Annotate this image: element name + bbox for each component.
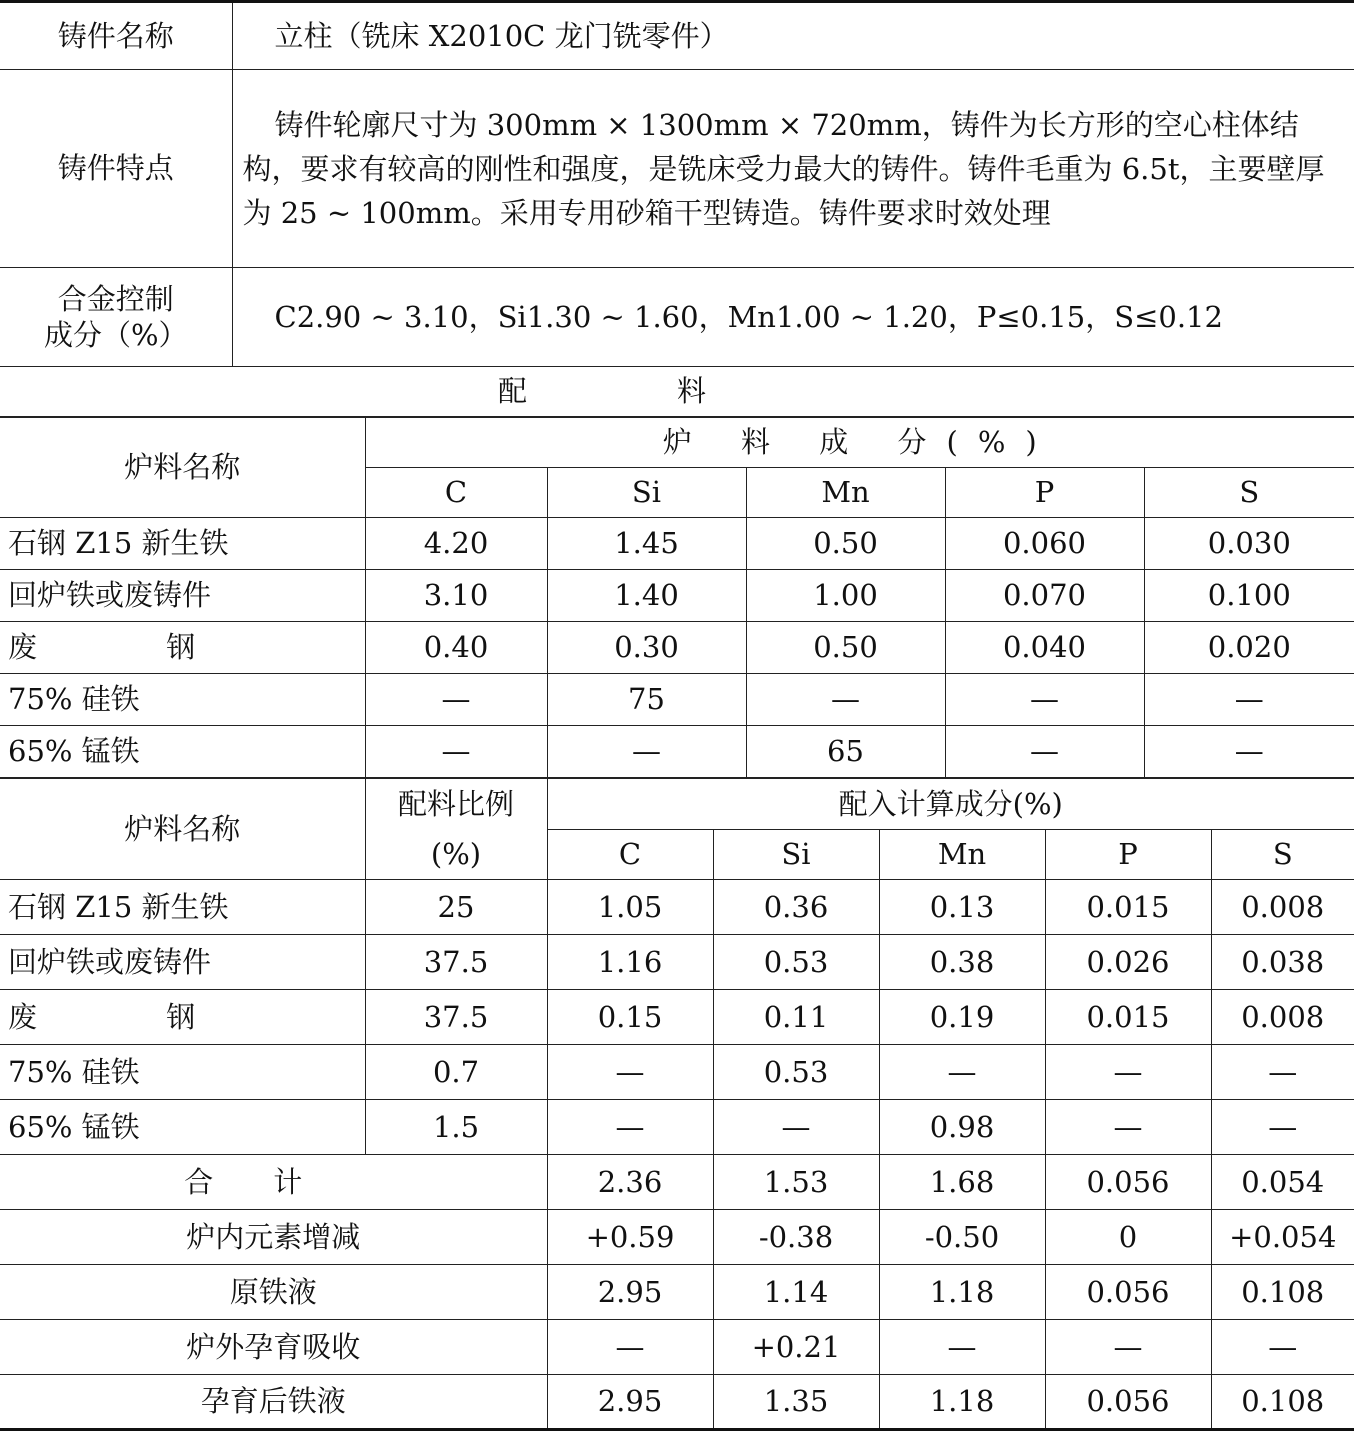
section-title	[0, 367, 1354, 417]
table-row	[0, 570, 1354, 622]
material-name-text: 废 钢	[8, 630, 256, 665]
column-header: C	[365, 468, 547, 518]
summary-row	[0, 1265, 1354, 1320]
table-cell: 0.038	[1211, 935, 1354, 990]
table-cell: 0.98	[879, 1100, 1045, 1155]
table-cell: 0.38	[879, 935, 1045, 990]
casting-features-value	[232, 70, 1354, 268]
material-name-text: 废 钢	[8, 999, 256, 1034]
table-cell: 0.108	[1211, 1265, 1354, 1320]
section-title-text: 配料	[497, 374, 856, 409]
column-header: P	[1045, 829, 1211, 880]
table-row	[0, 622, 1354, 674]
column-header: P	[945, 468, 1144, 518]
casting-name-label: 铸件名称	[0, 2, 232, 70]
table-cell: —	[746, 674, 945, 726]
ratio-cell: 1.5	[365, 1100, 547, 1155]
summary-label: 原铁液	[0, 1265, 547, 1320]
table-cell: 0.50	[746, 622, 945, 674]
table-cell: 4.20	[365, 518, 547, 570]
material-name: 65% 锰铁	[0, 726, 365, 778]
section-title-row	[0, 367, 1354, 417]
table-cell: —	[1144, 726, 1354, 778]
table-cell: +0.59	[547, 1210, 713, 1265]
header-row	[0, 418, 1354, 468]
material-name	[0, 990, 365, 1045]
alloy-composition-label	[0, 268, 232, 367]
table-cell: 75	[547, 674, 746, 726]
summary-label	[0, 1155, 547, 1210]
table-cell: —	[945, 726, 1144, 778]
table-row	[0, 1045, 1354, 1100]
table-cell: -0.38	[713, 1210, 879, 1265]
table-cell: —	[547, 726, 746, 778]
table-cell: 1.16	[547, 935, 713, 990]
table-cell: 0.056	[1045, 1265, 1211, 1320]
table-cell: 0.36	[713, 880, 879, 935]
table-cell: 0.008	[1211, 880, 1354, 935]
table-cell: —	[713, 1100, 879, 1155]
table-cell: —	[945, 674, 1144, 726]
table-cell: 0.030	[1144, 518, 1354, 570]
calculated-group-header: 配入计算成分(%)	[547, 779, 1354, 830]
ratio-cell: 37.5	[365, 990, 547, 1045]
table-cell: 1.18	[879, 1375, 1045, 1430]
table-cell: 65	[746, 726, 945, 778]
table-cell: 0	[1045, 1210, 1211, 1265]
table-cell: 0.19	[879, 990, 1045, 1045]
ratio-header-line2: (%)	[430, 837, 482, 871]
table-cell: —	[1045, 1100, 1211, 1155]
table-cell: 0.056	[1045, 1155, 1211, 1210]
ratio-header	[365, 779, 547, 880]
table-cell: 3.10	[365, 570, 547, 622]
material-name: 65% 锰铁	[0, 1100, 365, 1155]
column-header: Si	[547, 468, 746, 518]
table-cell: 0.020	[1144, 622, 1354, 674]
material-name	[0, 622, 365, 674]
table-cell: 1.05	[547, 880, 713, 935]
material-name: 回炉铁或废铸件	[0, 935, 365, 990]
casting-features-label: 铸件特点	[0, 70, 232, 268]
table-cell: 1.53	[713, 1155, 879, 1210]
info-row	[0, 70, 1354, 268]
table-cell: 2.95	[547, 1375, 713, 1430]
table-cell: 0.40	[365, 622, 547, 674]
table-cell: 2.95	[547, 1265, 713, 1320]
casting-info-table	[0, 0, 1354, 417]
table-cell: 2.36	[547, 1155, 713, 1210]
material-name: 回炉铁或废铸件	[0, 570, 365, 622]
summary-row	[0, 1375, 1354, 1430]
table-cell: —	[1211, 1100, 1354, 1155]
summary-label: 炉内元素增减	[0, 1210, 547, 1265]
table-row	[0, 674, 1354, 726]
table-cell: +0.054	[1211, 1210, 1354, 1265]
charge-composition-table	[0, 417, 1354, 778]
summary-label: 炉外孕育吸收	[0, 1320, 547, 1375]
material-name: 石钢 Z15 新生铁	[0, 518, 365, 570]
column-header: C	[547, 829, 713, 880]
table-cell: 1.45	[547, 518, 746, 570]
summary-row	[0, 1320, 1354, 1375]
table-row	[0, 726, 1354, 778]
table-row	[0, 990, 1354, 1045]
table-cell: 0.040	[945, 622, 1144, 674]
info-row	[0, 268, 1354, 367]
table-cell: 0.50	[746, 518, 945, 570]
table-row	[0, 518, 1354, 570]
ratio-cell: 0.7	[365, 1045, 547, 1100]
info-row	[0, 2, 1354, 70]
material-name: 75% 硅铁	[0, 674, 365, 726]
ratio-header-line1: 配料比例	[397, 787, 514, 821]
column-header: Si	[713, 829, 879, 880]
summary-label: 孕育后铁液	[0, 1375, 547, 1430]
table-cell: —	[1045, 1045, 1211, 1100]
table-cell: 0.108	[1211, 1375, 1354, 1430]
table-cell: —	[1045, 1320, 1211, 1375]
table-cell: 1.35	[713, 1375, 879, 1430]
table-cell: 0.15	[547, 990, 713, 1045]
table-cell: 1.68	[879, 1155, 1045, 1210]
table-cell: 0.070	[945, 570, 1144, 622]
table-cell: 1.18	[879, 1265, 1045, 1320]
table-cell: -0.50	[879, 1210, 1045, 1265]
table-cell: 0.015	[1045, 880, 1211, 935]
table-cell: —	[1144, 674, 1354, 726]
table-cell: —	[879, 1045, 1045, 1100]
table-cell: —	[365, 674, 547, 726]
table-cell: —	[547, 1320, 713, 1375]
table-cell: —	[1211, 1045, 1354, 1100]
table-cell: 1.00	[746, 570, 945, 622]
material-name: 石钢 Z15 新生铁	[0, 880, 365, 935]
material-name-header: 炉料名称	[0, 779, 365, 880]
header-row	[0, 779, 1354, 830]
composition-group-header-text: 炉 料 成 分(%)	[662, 425, 1057, 460]
column-header: S	[1144, 468, 1354, 518]
alloy-composition-value: C2.90 ~ 3.10，Si1.30 ~ 1.60，Mn1.00 ~ 1.20，P≤0.15，S≤0.12	[232, 268, 1354, 367]
table-row	[0, 880, 1354, 935]
table-cell: 0.13	[879, 880, 1045, 935]
table-cell: —	[365, 726, 547, 778]
alloy-label-line1: 合金控制	[57, 281, 174, 316]
summary-row	[0, 1210, 1354, 1265]
table-cell: 1.40	[547, 570, 746, 622]
column-header: Mn	[746, 468, 945, 518]
summary-row	[0, 1155, 1354, 1210]
column-header: S	[1211, 829, 1354, 880]
alloy-label-line2: 成分（%）	[43, 318, 188, 352]
material-name-header: 炉料名称	[0, 418, 365, 518]
table-cell: —	[547, 1045, 713, 1100]
table-cell: 0.056	[1045, 1375, 1211, 1430]
ratio-cell: 37.5	[365, 935, 547, 990]
table-cell: 0.11	[713, 990, 879, 1045]
table-cell: 0.015	[1045, 990, 1211, 1045]
table-cell: —	[547, 1100, 713, 1155]
material-name: 75% 硅铁	[0, 1045, 365, 1100]
table-row	[0, 1100, 1354, 1155]
table-cell: 1.14	[713, 1265, 879, 1320]
table-cell: 0.30	[547, 622, 746, 674]
table-cell: 0.53	[713, 1045, 879, 1100]
charge-calculation-table	[0, 778, 1354, 1431]
ratio-cell: 25	[365, 880, 547, 935]
table-cell: 0.026	[1045, 935, 1211, 990]
table-cell: 0.100	[1144, 570, 1354, 622]
table-cell: —	[879, 1320, 1045, 1375]
casting-features-text: 铸件轮廓尺寸为 300mm × 1300mm × 720mm，铸件为长方形的空心柱体结构，要求有较高的刚性和强度，是铣床受力最大的铸件。铸件毛重为 6.5t，主要壁厚为 25 ~ 100mm。采用专用砂箱干型铸造。铸件要求时效处理	[242, 107, 1325, 230]
summary-label-text: 合计	[184, 1164, 363, 1199]
table-cell: 0.060	[945, 518, 1144, 570]
table-cell: 0.008	[1211, 990, 1354, 1045]
table-cell: 0.054	[1211, 1155, 1354, 1210]
column-header: Mn	[879, 829, 1045, 880]
table-cell: 0.53	[713, 935, 879, 990]
table-cell: +0.21	[713, 1320, 879, 1375]
table-row	[0, 935, 1354, 990]
composition-group-header	[365, 418, 1354, 468]
table-cell: —	[1211, 1320, 1354, 1375]
casting-name-value: 立柱（铣床 X2010C 龙门铣零件）	[232, 2, 1354, 70]
